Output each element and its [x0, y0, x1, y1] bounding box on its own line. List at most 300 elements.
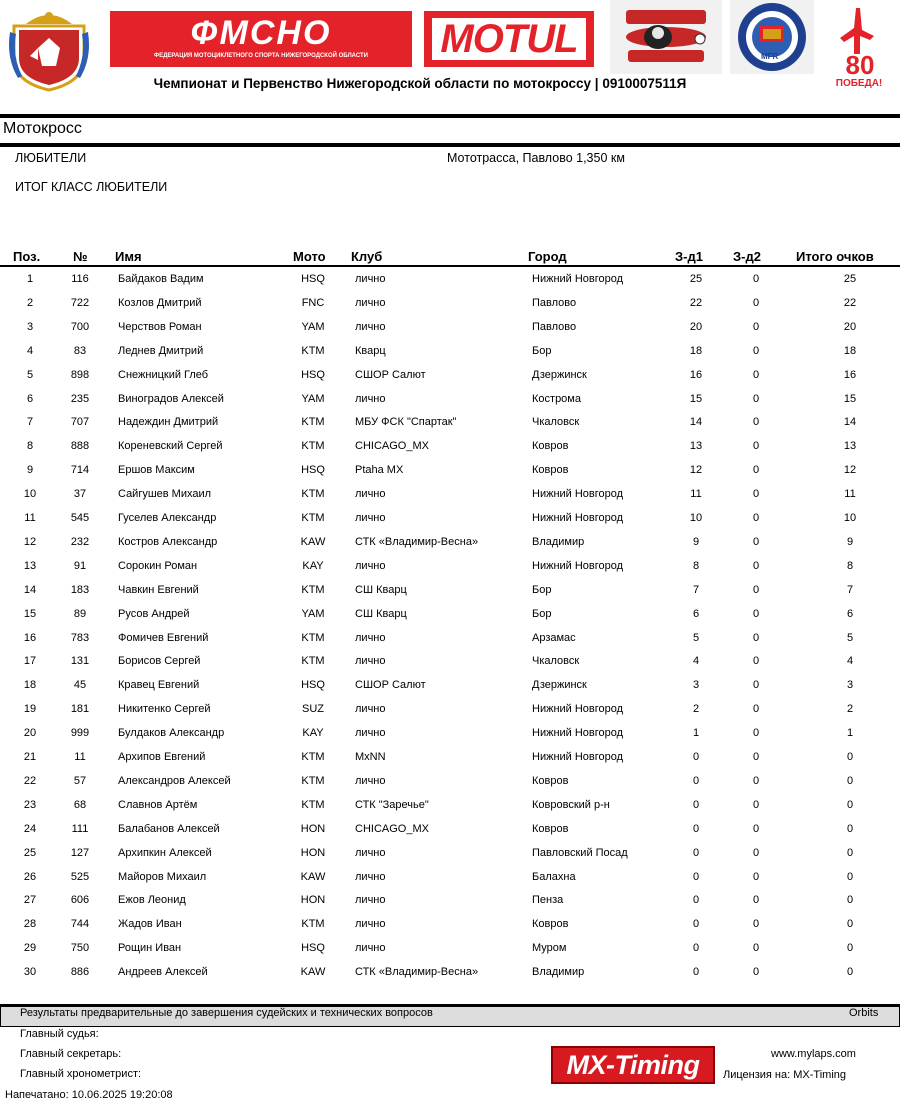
cell-total: 18 [843, 344, 857, 357]
cell-total: 0 [846, 774, 854, 787]
table-row [0, 602, 900, 626]
cell-name: Леднев Дмитрий [118, 344, 204, 357]
cell-club: лично [355, 512, 386, 524]
cell-r2: 0 [752, 320, 760, 333]
cell-num: 525 [70, 870, 90, 883]
cell-total: 1 [846, 727, 854, 740]
cell-total: 4 [846, 655, 854, 668]
cell-r2: 0 [752, 392, 760, 405]
cell-moto: KTM [301, 751, 325, 763]
cell-moto: YAM [301, 607, 325, 620]
table-row [0, 697, 900, 721]
cell-total: 0 [846, 966, 854, 979]
cell-r1: 15 [689, 392, 703, 405]
table-row [0, 841, 900, 865]
cell-city: Муром [532, 942, 567, 955]
cell-club: лично [355, 870, 386, 883]
cell-city: Ковров [532, 918, 569, 931]
cell-name: Виноградов Алексей [118, 392, 224, 405]
cell-pos: 14 [23, 583, 37, 596]
cell-club: МБУ ФСК "Спартак" [355, 416, 457, 429]
cell-r2: 0 [752, 559, 760, 572]
cell-name: Жадов Иван [118, 918, 182, 931]
cell-total: 0 [846, 798, 854, 811]
discipline-title: Мотокросс [3, 120, 82, 137]
cell-num: 714 [70, 464, 90, 477]
cell-num: 127 [70, 846, 90, 859]
website-link[interactable]: www.mylaps.com [771, 1048, 856, 1060]
table-row [0, 769, 900, 793]
cell-city: Ковровский р-н [532, 798, 610, 811]
cell-city: Нижний Новгород [532, 273, 624, 285]
cell-r1: 0 [692, 846, 700, 859]
cell-club: лично [355, 296, 386, 309]
cell-name: Русов Андрей [118, 607, 190, 620]
cell-club: Ptaha MX [355, 464, 404, 477]
cell-r1: 0 [692, 798, 700, 811]
fmsno-logo-subtitle: ФЕДЕРАЦИЯ МОТОЦИКЛЕТНОГО СПОРТА НИЖЕГОРОДСКОЙ ОБЛАСТИ [153, 53, 368, 59]
cell-r1: 20 [689, 320, 703, 333]
motorcycle-club-logo [610, 0, 722, 74]
cell-r1: 5 [692, 631, 700, 644]
cell-moto: KTM [301, 344, 325, 357]
table-row [0, 817, 900, 841]
cell-r2: 0 [752, 631, 760, 644]
cell-total: 22 [843, 296, 857, 309]
mfr-logo-text: MFR [761, 52, 779, 61]
cell-city: Ковров [532, 822, 569, 835]
cell-num: 232 [70, 535, 90, 548]
cell-r1: 12 [689, 464, 703, 477]
cell-total: 0 [846, 870, 854, 883]
cell-num: 898 [70, 368, 90, 381]
cell-name: Майоров Михаил [118, 870, 207, 883]
table-row [0, 458, 900, 482]
cell-num: 744 [70, 918, 90, 931]
cell-club: лично [355, 655, 386, 668]
cell-pos: 17 [23, 655, 37, 668]
cell-total: 20 [843, 320, 857, 333]
footer-note: Результаты предварительные до завершения судейских и технических вопросов [20, 1007, 433, 1019]
cell-r1: 25 [689, 273, 703, 285]
cell-club: лично [355, 631, 386, 644]
cell-city: Владимир [532, 966, 585, 979]
cell-r1: 0 [692, 751, 700, 763]
cell-r2: 0 [752, 416, 760, 429]
cell-club: CHICAGO_MX [355, 440, 429, 453]
cell-num: 722 [70, 296, 90, 309]
cell-city: Чкаловск [532, 416, 580, 429]
cell-name: Сайгушев Михаил [118, 488, 212, 501]
cell-moto: KTM [301, 774, 325, 787]
cell-pos: 25 [23, 846, 37, 859]
cell-r2: 0 [752, 535, 760, 548]
cell-moto: KTM [301, 918, 325, 931]
cell-pos: 11 [24, 512, 36, 524]
chief-secretary: Главный секретарь: [20, 1048, 122, 1060]
cell-r2: 0 [752, 942, 760, 955]
cell-name: Снежницкий Глеб [118, 368, 209, 381]
cell-num: 91 [73, 559, 87, 572]
cell-moto: KTM [301, 583, 325, 596]
page-title: Чемпионат и Первенство Нижегородской области по мотокроссу | 0910007511Я [153, 76, 687, 91]
cell-club: лично [355, 703, 386, 716]
column-header-r1: З-д1 [675, 249, 703, 264]
cell-r1: 0 [692, 966, 700, 979]
cell-pos: 6 [26, 392, 34, 405]
cell-total: 25 [843, 273, 857, 285]
cell-num: 235 [70, 392, 90, 405]
cell-num: 545 [70, 512, 90, 524]
cell-pos: 26 [23, 870, 37, 883]
cell-pos: 28 [23, 918, 37, 931]
table-row [0, 291, 900, 315]
cell-r1: 18 [689, 344, 703, 357]
victory-80-subtitle: ПОБЕДА! [835, 78, 883, 89]
cell-club: лично [355, 488, 386, 501]
cell-city: Нижний Новгород [532, 488, 624, 501]
cell-club: лично [355, 727, 386, 740]
table-row [0, 554, 900, 578]
cell-moto: FNC [301, 296, 325, 309]
cell-num: 83 [73, 344, 87, 357]
cell-r2: 0 [752, 583, 760, 596]
result-title: ИТОГ КЛАСС ЛЮБИТЕЛИ [15, 180, 168, 194]
cell-r2: 0 [752, 918, 760, 931]
column-header-name: Имя [115, 249, 142, 264]
cell-num: 750 [70, 942, 90, 955]
cell-club: лично [355, 273, 386, 285]
chief-timekeeper: Главный хронометрист: [20, 1068, 142, 1080]
cell-moto: HSQ [301, 679, 325, 692]
cell-club: СТК "Заречье" [355, 798, 429, 811]
mx-timing-logo: MX-Timing [551, 1046, 715, 1084]
cell-num: 888 [70, 440, 90, 453]
cell-name: Андреев Алексей [118, 966, 208, 979]
cell-num: 89 [73, 607, 87, 620]
cell-city: Дзержинск [532, 368, 587, 381]
cell-city: Бор [532, 344, 552, 357]
cell-city: Ковров [532, 774, 569, 787]
table-row [0, 745, 900, 769]
cell-city: Балахна [532, 870, 576, 883]
cell-num: 183 [70, 583, 90, 596]
cell-club: лично [355, 846, 386, 859]
cell-r1: 9 [692, 535, 700, 548]
cell-r1: 10 [689, 512, 703, 524]
cell-moto: HON [300, 894, 326, 907]
cell-r2: 0 [752, 273, 760, 285]
cell-r2: 0 [752, 512, 760, 524]
cell-r2: 0 [752, 488, 760, 501]
cell-num: 999 [70, 727, 90, 740]
cell-pos: 27 [23, 894, 37, 907]
cell-total: 0 [846, 751, 854, 763]
motul-logo-text: MOTUL [432, 18, 586, 60]
cell-club: СТК «Владимир-Весна» [355, 966, 479, 979]
column-header-city: Город [528, 249, 567, 264]
column-header-total: Итого очков [796, 249, 874, 264]
table-row [0, 363, 900, 387]
table-row [0, 434, 900, 458]
cell-r2: 0 [752, 296, 760, 309]
cell-r2: 0 [752, 344, 760, 357]
cell-name: Байдаков Вадим [118, 273, 204, 285]
cell-name: Рощин Иван [118, 942, 182, 955]
cell-r1: 11 [690, 488, 702, 501]
table-row [0, 267, 900, 291]
cell-pos: 21 [23, 751, 37, 763]
cell-r1: 13 [689, 440, 703, 453]
cell-name: Сорокин Роман [118, 559, 198, 572]
cell-name: Черствов Роман [118, 320, 202, 333]
cell-r1: 1 [692, 727, 700, 740]
cell-r2: 0 [752, 679, 760, 692]
cell-total: 9 [846, 535, 854, 548]
cell-moto: KAY [302, 559, 324, 572]
fmsno-logo [110, 11, 412, 67]
cell-city: Павловский Посад [532, 846, 628, 859]
cell-moto: KTM [301, 655, 325, 668]
cell-club: СШОР Салют [355, 368, 426, 381]
cell-r1: 7 [692, 583, 700, 596]
cell-r1: 22 [689, 296, 703, 309]
cell-r2: 0 [752, 774, 760, 787]
cell-num: 886 [70, 966, 90, 979]
cell-pos: 29 [23, 942, 37, 955]
cell-club: лично [355, 894, 386, 907]
cell-r1: 14 [689, 416, 703, 429]
column-header-moto: Мото [293, 249, 326, 264]
cell-r2: 0 [752, 703, 760, 716]
cell-total: 13 [843, 440, 857, 453]
table-row [0, 793, 900, 817]
cell-num: 131 [70, 655, 90, 668]
cell-moto: YAM [301, 320, 325, 333]
cell-moto: HSQ [301, 464, 325, 477]
cell-moto: KAW [300, 535, 326, 548]
cell-club: лично [355, 918, 386, 931]
cell-pos: 5 [26, 368, 34, 381]
table-row [0, 578, 900, 602]
cell-num: 57 [73, 774, 87, 787]
cell-r2: 0 [752, 751, 760, 763]
cell-name: Борисов Сергей [118, 655, 201, 668]
table-row [0, 339, 900, 363]
cell-name: Гуселев Александр [118, 512, 217, 524]
table-row [0, 410, 900, 434]
cell-moto: HON [300, 822, 326, 835]
cell-r1: 0 [692, 942, 700, 955]
cell-city: Чкаловск [532, 655, 580, 668]
cell-total: 14 [843, 416, 857, 429]
cell-club: лично [355, 320, 386, 333]
table-row [0, 530, 900, 554]
cell-r1: 2 [692, 703, 700, 716]
cell-total: 10 [843, 512, 857, 524]
cell-club: лично [355, 559, 386, 572]
cell-r1: 4 [692, 655, 700, 668]
cell-city: Нижний Новгород [532, 727, 624, 740]
section-divider [0, 143, 900, 147]
motul-logo [424, 11, 594, 67]
cell-pos: 16 [23, 631, 37, 644]
cell-moto: KTM [301, 488, 325, 501]
cell-city: Павлово [532, 320, 577, 333]
cell-total: 8 [846, 559, 854, 572]
cell-pos: 18 [23, 679, 37, 692]
cell-r2: 0 [752, 894, 760, 907]
cell-pos: 15 [23, 607, 37, 620]
cell-num: 68 [73, 798, 87, 811]
cell-num: 45 [73, 679, 87, 692]
cell-r2: 0 [752, 966, 760, 979]
cell-name: Надеждин Дмитрий [118, 416, 219, 429]
cell-pos: 12 [23, 535, 37, 548]
cell-club: CHICAGO_MX [355, 822, 429, 835]
cell-club: СШОР Салют [355, 679, 426, 692]
cell-city: Кострома [532, 392, 581, 405]
cell-pos: 3 [26, 320, 34, 333]
cell-name: Архипов Евгений [118, 751, 206, 763]
cell-name: Фомичев Евгений [118, 631, 209, 644]
cell-pos: 8 [26, 440, 34, 453]
cell-total: 0 [846, 846, 854, 859]
table-row [0, 936, 900, 960]
cell-r2: 0 [752, 870, 760, 883]
cell-club: Кварц [355, 344, 386, 357]
table-row [0, 626, 900, 650]
cell-moto: SUZ [302, 703, 324, 716]
cell-r2: 0 [752, 607, 760, 620]
cell-total: 12 [843, 464, 857, 477]
cell-club: лично [355, 392, 386, 405]
cell-club: СШ Кварц [355, 583, 407, 596]
cell-city: Бор [532, 607, 552, 620]
cell-moto: YAM [301, 392, 325, 405]
cell-pos: 24 [23, 822, 37, 835]
cell-city: Нижний Новгород [532, 512, 624, 524]
cell-name: Ершов Максим [118, 464, 195, 477]
cell-moto: HSQ [301, 368, 325, 381]
cell-moto: KAW [300, 870, 326, 883]
cell-pos: 13 [23, 559, 37, 572]
cell-total: 6 [846, 607, 854, 620]
cell-name: Балабанов Алексей [118, 822, 220, 835]
cell-pos: 9 [26, 464, 34, 477]
table-row [0, 649, 900, 673]
cell-total: 0 [846, 918, 854, 931]
printed-timestamp: Напечатано: 10.06.2025 19:20:08 [5, 1089, 173, 1101]
fmsno-logo-text: ФМСНО [190, 14, 332, 52]
cell-moto: KTM [301, 440, 325, 453]
cell-club: СШ Кварц [355, 607, 407, 620]
cell-moto: HSQ [301, 273, 325, 285]
cell-city: Пенза [532, 894, 564, 907]
cell-total: 2 [846, 703, 854, 716]
cell-total: 0 [846, 942, 854, 955]
cell-city: Павлово [532, 296, 577, 309]
cell-pos: 19 [23, 703, 37, 716]
table-row [0, 315, 900, 339]
cell-r1: 0 [692, 822, 700, 835]
cell-pos: 7 [26, 416, 34, 429]
cell-city: Нижний Новгород [532, 751, 624, 763]
table-row [0, 888, 900, 912]
cell-r2: 0 [752, 368, 760, 381]
cell-city: Владимир [532, 535, 585, 548]
cell-num: 181 [70, 703, 90, 716]
cell-total: 16 [843, 368, 857, 381]
cell-moto: HSQ [301, 942, 325, 955]
cell-total: 5 [846, 631, 854, 644]
cell-r1: 0 [692, 894, 700, 907]
table-row [0, 960, 900, 984]
cell-total: 7 [846, 583, 854, 596]
column-header-pos: Поз. [13, 249, 41, 264]
cell-moto: KTM [301, 798, 325, 811]
cell-name: Булдаков Александр [118, 727, 225, 740]
cell-total: 15 [843, 392, 857, 405]
mfr-logo [730, 0, 814, 74]
cell-city: Нижний Новгород [532, 703, 624, 716]
table-row [0, 482, 900, 506]
cell-name: Чавкин Евгений [118, 583, 199, 596]
cell-city: Ковров [532, 464, 569, 477]
cell-pos: 20 [23, 727, 37, 740]
cell-r1: 0 [692, 870, 700, 883]
cell-city: Ковров [532, 440, 569, 453]
cell-num: 700 [70, 320, 90, 333]
cell-total: 0 [846, 822, 854, 835]
table-row [0, 506, 900, 530]
table-row [0, 912, 900, 936]
cell-moto: KTM [301, 512, 325, 524]
cell-name: Александров Алексей [118, 774, 231, 787]
cell-r1: 8 [692, 559, 700, 572]
cell-r2: 0 [752, 822, 760, 835]
cell-moto: KTM [301, 416, 325, 429]
cell-num: 111 [71, 822, 89, 835]
table-row [0, 673, 900, 697]
cell-name: Архипкин Алексей [118, 846, 212, 859]
footer-orbits: Orbits [849, 1007, 879, 1019]
cell-r2: 0 [752, 846, 760, 859]
cell-r1: 0 [692, 774, 700, 787]
cell-moto: KAY [302, 727, 324, 740]
cell-r2: 0 [752, 798, 760, 811]
table-row [0, 387, 900, 411]
class-name: ЛЮБИТЕЛИ [15, 151, 87, 165]
cell-name: Кравец Евгений [118, 679, 200, 692]
cell-total: 0 [846, 894, 854, 907]
cell-city: Нижний Новгород [532, 559, 624, 572]
cell-pos: 2 [26, 296, 34, 309]
cell-num: 707 [70, 416, 90, 429]
cell-name: Козлов Дмитрий [118, 296, 202, 309]
column-header-club: Клуб [351, 249, 383, 264]
cell-moto: HON [300, 846, 326, 859]
cell-pos: 23 [23, 798, 37, 811]
cell-num: 606 [70, 894, 90, 907]
cell-r2: 0 [752, 440, 760, 453]
cell-city: Дзержинск [532, 679, 587, 692]
cell-name: Ежов Леонид [118, 894, 186, 907]
column-header-num: № [73, 249, 88, 264]
license-info: Лицензия на: MX-Timing [723, 1069, 846, 1081]
cell-r2: 0 [752, 727, 760, 740]
cell-r2: 0 [752, 655, 760, 668]
